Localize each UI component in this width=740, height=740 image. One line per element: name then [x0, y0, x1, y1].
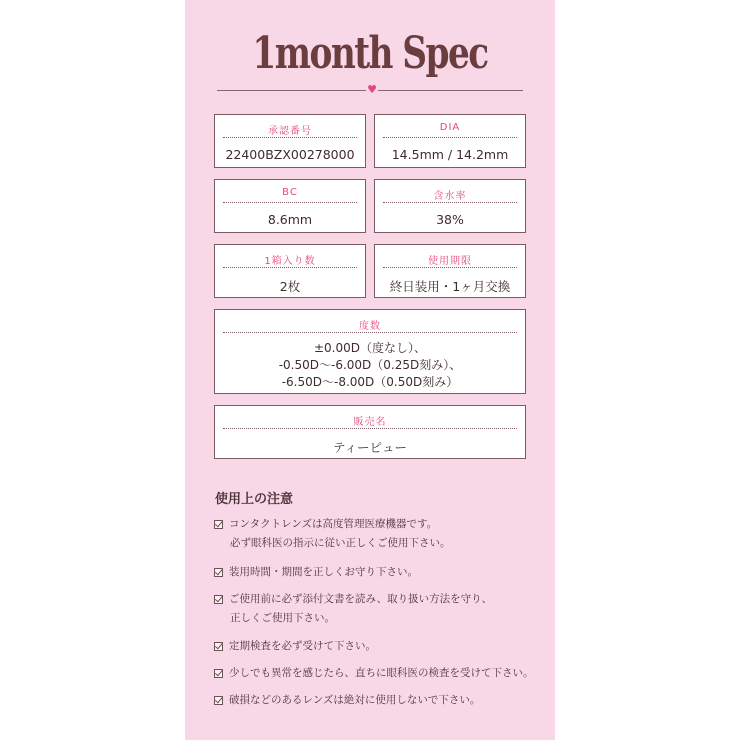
dotted-divider	[223, 137, 357, 138]
dotted-divider	[223, 267, 357, 268]
checkbox-icon	[214, 520, 223, 529]
note-item	[214, 515, 451, 553]
spec-value: 14.5mm / 14.2mm	[391, 147, 509, 162]
spec-card-seller	[214, 405, 526, 459]
spec-value: 2枚	[279, 279, 301, 294]
spec-card-bc	[214, 179, 366, 233]
note-item	[214, 637, 376, 656]
dotted-divider	[223, 332, 517, 333]
power-line-1: ±0.00D（度なし）、	[313, 341, 426, 355]
spec-label: 1箱入り数	[264, 256, 316, 267]
spec-value: 8.6mm	[267, 212, 313, 227]
dotted-divider	[383, 267, 517, 268]
spec-value: 終日装用・1ヶ月交換	[389, 279, 511, 294]
spec-card-power	[214, 309, 526, 394]
heart-icon: ♥	[367, 83, 377, 96]
spec-card-count	[214, 244, 366, 298]
page-title: 1month Spec	[252, 28, 488, 79]
spec-card-dia	[374, 114, 526, 168]
checkbox-icon	[214, 696, 223, 705]
note-text: 少しでも異常を感じたら、直ちに眼科医の検査を受けて下さい。	[229, 667, 534, 679]
spec-card-approval	[214, 114, 366, 168]
dotted-divider	[383, 202, 517, 203]
dotted-divider	[223, 202, 357, 203]
checkbox-icon	[214, 595, 223, 604]
dotted-divider	[223, 428, 517, 429]
spec-card-water	[374, 179, 526, 233]
note-text: 正しくご使用下さい。	[230, 612, 335, 624]
spec-label: 度数	[359, 321, 381, 332]
note-item	[214, 691, 480, 710]
spec-value: 38%	[436, 212, 464, 227]
note-text: コンタクトレンズは高度管理医療機器です。	[229, 518, 438, 530]
spec-label: DIA	[439, 122, 461, 133]
checkbox-icon	[214, 669, 223, 678]
power-line-3: -6.50D～-8.00D（0.50D刻み）	[281, 375, 459, 389]
note-text: 装用時間・期間を正しくお守り下さい。	[229, 566, 418, 578]
spec-label: BC	[282, 187, 298, 198]
spec-value: ティーピュー	[332, 440, 407, 455]
spec-card-period	[374, 244, 526, 298]
spec-panel	[185, 0, 555, 740]
note-item	[214, 664, 534, 683]
spec-label: 販売名	[353, 417, 387, 428]
note-text: 必ず眼科医の指示に従い正しくご使用下さい。	[230, 537, 451, 549]
note-text: ご使用前に必ず添付文書を読み、取り扱い方法を守り、	[229, 593, 493, 605]
note-text: 破損などのあるレンズは絶対に使用しないで下さい。	[229, 694, 481, 706]
spec-label: 承認番号	[268, 126, 312, 137]
checkbox-icon	[214, 568, 223, 577]
note-text: 定期検査を必ず受けて下さい。	[229, 640, 376, 652]
note-item	[214, 590, 492, 628]
notes-title: 使用上の注意	[215, 492, 294, 507]
note-item	[214, 563, 418, 582]
spec-value: 22400BZX00278000	[225, 147, 355, 162]
spec-label: 含水率	[433, 191, 467, 202]
power-line-2: -0.50D～-6.00D（0.25D刻み）、	[278, 358, 462, 372]
spec-label: 使用期限	[428, 256, 472, 267]
checkbox-icon	[214, 642, 223, 651]
dotted-divider	[383, 137, 517, 138]
